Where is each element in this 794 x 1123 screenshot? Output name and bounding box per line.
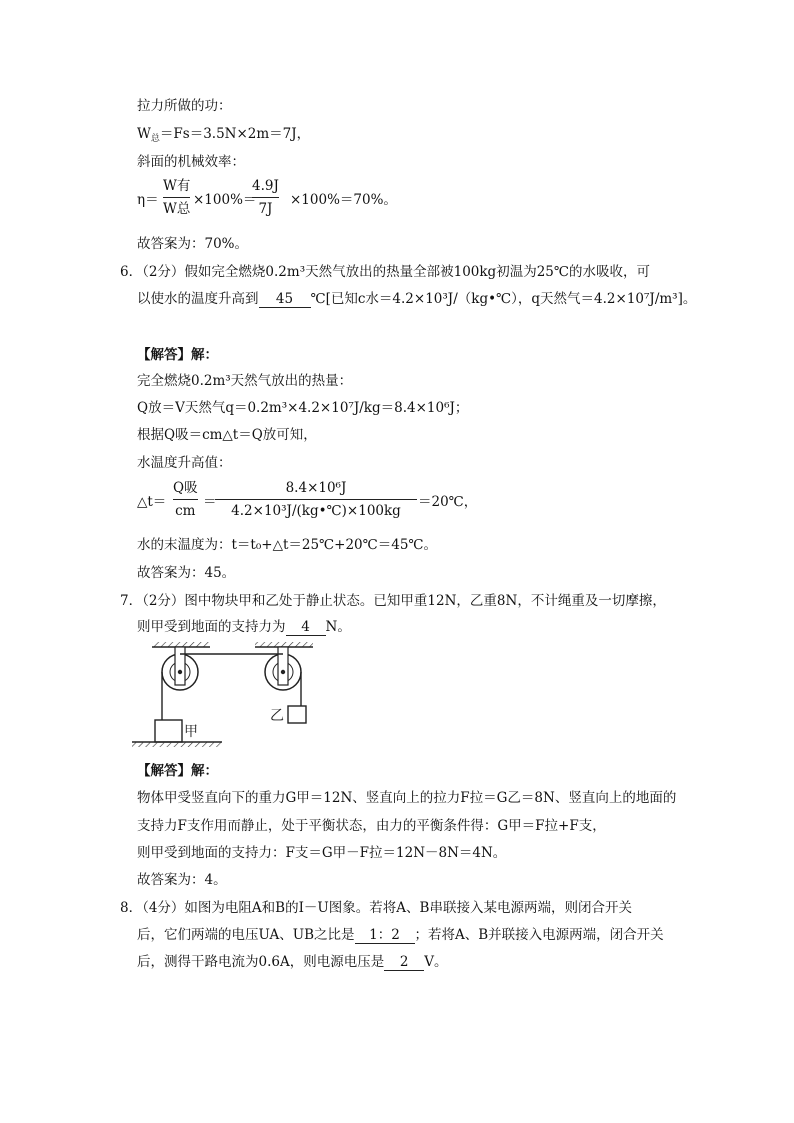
q5-w-total: W总	[163, 201, 191, 217]
q6-sol-head: 【解答】解：	[137, 347, 218, 363]
q8-blank1: 1：2	[355, 927, 415, 944]
q5-times100-2: ×100%＝70%。	[290, 192, 397, 208]
q5-work-eq-text: ＝Fs＝3.5N×2m＝7J，	[159, 126, 311, 142]
q6-eq-result: ＝20℃，	[418, 494, 478, 510]
block-jia	[155, 720, 182, 742]
q7-sol3: 则甲受到地面的支持力：F支＝G甲－F拉＝12N－8N＝4N。	[137, 845, 507, 861]
ceiling-left	[152, 642, 210, 647]
q5-frac-w	[163, 178, 190, 217]
q6-line1: 6．（2分）假如完全燃烧0.2m³天然气放出的热量全部被100kg初温为25℃的水吸收，可	[120, 264, 650, 280]
q5-eff-label: 斜面的机械效率：	[137, 154, 245, 170]
q7-line2-post: N。	[325, 619, 351, 635]
q6-final: 水的末温度为：t＝t₀+△t＝25℃+20℃＝45℃。	[137, 537, 438, 553]
q7-line1: 7．（2分）图中物块甲和乙处于静止状态。已知甲重12N，乙重8N，不计绳重及一切摩擦，	[120, 593, 666, 609]
q6-frac1	[173, 480, 198, 519]
block-yi	[288, 706, 306, 723]
q5-work-label: 拉力所做的功：	[137, 98, 232, 114]
q6-frac2-den: 4.2×10³J/(kg•℃)×100kg	[231, 503, 401, 519]
q6-heat-label: 完全燃烧0.2m³天然气放出的热量：	[137, 373, 353, 389]
label-yi: 乙	[270, 708, 284, 724]
q7-sol-head: 【解答】解：	[137, 763, 218, 779]
q7-sol2: 支持力F支作用而静止，处于平衡状态，由力的平衡条件得：G甲＝F拉+F支，	[137, 818, 606, 834]
q6-line2-pre: 以使水的温度升高到	[137, 291, 259, 307]
q6-heat-eq: Q放＝V天然气q＝0.2m³×4.2×10⁷J/kg＝8.4×10⁶J；	[137, 400, 469, 416]
q7-sol1: 物体甲受竖直向下的重力G甲＝12N、竖直向上的拉力F拉＝G乙＝8N、竖直向上的地面的	[137, 790, 677, 806]
q7-line2	[137, 617, 351, 637]
q6-dt: △t＝	[137, 494, 167, 510]
q6-line2	[137, 289, 696, 309]
q6-frac1-den: cm	[175, 503, 196, 519]
q5-answer: 故答案为：70%。	[137, 236, 249, 252]
q5-work-eq: $W_总=Fs=3.5N\times 2m=7J$，	[137, 126, 311, 144]
q5-num-49: 4.9J	[252, 178, 279, 194]
q8-line2-post: ；若将A、B并联接入电源两端，闭合开关	[414, 927, 664, 943]
q8-line2-pre: 后，它们两端的电压UA、UB之比是	[137, 927, 355, 943]
q6-blank: 45	[259, 291, 311, 308]
q7-line2-pre: 则甲受到地面的支持力为	[137, 619, 286, 635]
q6-rise-label: 水温度升高值：	[137, 455, 232, 471]
q7-blank: 4	[286, 619, 326, 636]
ground	[132, 742, 222, 747]
q5-w-useful: W有	[163, 178, 191, 194]
q8-line3-post: V。	[424, 954, 448, 970]
q5-frac-num	[252, 178, 279, 217]
q8-blank2: 2	[384, 954, 424, 971]
q6-answer: 故答案为：45。	[137, 565, 236, 581]
q8-line2	[137, 925, 664, 945]
q5-times100-1: ×100%＝	[193, 192, 257, 208]
q6-basis: 根据Q吸＝cm△t＝Q放可知，	[137, 427, 317, 443]
q8-line1: 8．（4分）如图为电阻A和B的I－U图象。若将A、B串联接入某电源两端，则闭合开关	[120, 900, 632, 916]
label-jia: 甲	[184, 724, 198, 740]
q5-den-7: 7J	[258, 201, 273, 217]
q8-line3-pre: 后，测得干路电流为0.6A，则电源电压是	[137, 954, 385, 970]
q6-frac2	[215, 480, 417, 519]
q8-line3	[137, 952, 447, 972]
q5-eta: η＝	[137, 192, 159, 208]
pulley-diagram	[130, 642, 330, 752]
q6-line2-post: ℃[已知c水＝4.2×10³J/（kg•℃），q天然气＝4.2×10⁷J/m³]。	[310, 291, 697, 307]
q6-frac2-num: 8.4×10⁶J	[285, 480, 347, 496]
ceiling-right	[255, 642, 313, 647]
q7-answer: 故答案为：4。	[137, 872, 227, 888]
q6-frac1-num: Q吸	[173, 480, 198, 496]
